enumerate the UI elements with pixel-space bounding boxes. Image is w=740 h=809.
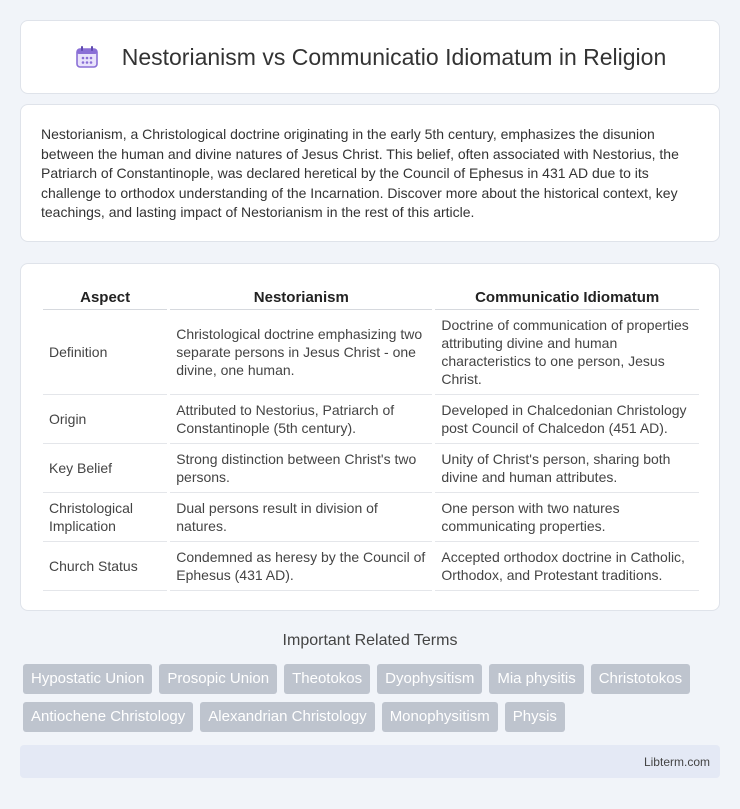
page-title: Nestorianism vs Communicatio Idiomatum in Religion bbox=[121, 43, 667, 70]
table-header-row bbox=[43, 282, 699, 310]
row-communicatio: Developed in Chalcedonian Christology post Council of Chalcedon (451 AD). bbox=[434, 395, 699, 444]
row-aspect: Church Status bbox=[43, 542, 169, 591]
intro-text: Nestorianism, a Christological doctrine originating in the early 5th century, emphasizes the disunion between the human and divine natures of Jesus Christ. This belief, often associated with Nestorius, the Patriarch of Constantinople, was declared heretical by the Council of Ephesus in 431 AD due to its challenge to orthodox understanding of the Incarnation. Discover more about the historical context, key teachings, and lasting impact of Nestorianism in the rest of this article. bbox=[41, 126, 679, 221]
comparison-table bbox=[43, 282, 699, 591]
row-communicatio: Doctrine of communication of properties attributing divine and human characteristics to one person, Jesus Christ. bbox=[434, 310, 699, 395]
calendar-icon bbox=[74, 44, 100, 70]
table-row bbox=[43, 395, 699, 444]
header-aspect: Aspect bbox=[43, 282, 169, 310]
related-terms-list bbox=[23, 664, 723, 732]
row-nestorianism: Christological doctrine emphasizing two separate persons in Jesus Christ - one divine, one human. bbox=[169, 310, 434, 395]
row-nestorianism: Attributed to Nestorius, Patriarch of Constantinople (5th century). bbox=[169, 395, 434, 444]
row-nestorianism: Dual persons result in division of natures. bbox=[169, 493, 434, 542]
row-communicatio: One person with two natures communicating properties. bbox=[434, 493, 699, 542]
related-term-tag[interactable]: Dyophysitism bbox=[377, 664, 482, 694]
related-term-tag[interactable]: Monophysitism bbox=[382, 702, 498, 732]
related-term-tag[interactable]: Christotokos bbox=[591, 664, 690, 694]
row-communicatio: Unity of Christ's person, sharing both divine and human attributes. bbox=[434, 444, 699, 493]
related-term-tag[interactable]: Theotokos bbox=[284, 664, 370, 694]
intro-card bbox=[20, 104, 720, 242]
footer-site-link[interactable]: Libterm.com bbox=[643, 754, 710, 769]
related-term-tag[interactable]: Mia physitis bbox=[489, 664, 583, 694]
table-row bbox=[43, 493, 699, 542]
related-term-tag[interactable]: Physis bbox=[505, 702, 565, 732]
footer bbox=[20, 745, 720, 778]
related-term-tag[interactable]: Hypostatic Union bbox=[23, 664, 152, 694]
row-aspect: Definition bbox=[43, 310, 169, 395]
related-term-tag[interactable]: Antiochene Christology bbox=[23, 702, 193, 732]
table-row bbox=[43, 444, 699, 493]
row-communicatio: Accepted orthodox doctrine in Catholic, Orthodox, and Protestant traditions. bbox=[434, 542, 699, 591]
table-row bbox=[43, 542, 699, 591]
header-nestorianism: Nestorianism bbox=[169, 282, 434, 310]
row-aspect: Origin bbox=[43, 395, 169, 444]
title-card bbox=[20, 20, 720, 94]
related-term-tag[interactable]: Prosopic Union bbox=[159, 664, 277, 694]
related-term-tag[interactable]: Alexandrian Christology bbox=[200, 702, 374, 732]
row-aspect: Christological Implication bbox=[43, 493, 169, 542]
related-terms-heading: Important Related Terms bbox=[282, 632, 458, 649]
comparison-table-card bbox=[20, 263, 720, 611]
row-nestorianism: Condemned as heresy by the Council of Ephesus (431 AD). bbox=[169, 542, 434, 591]
table-row bbox=[43, 310, 699, 395]
row-nestorianism: Strong distinction between Christ's two persons. bbox=[169, 444, 434, 493]
header-communicatio-idiomatum: Communicatio Idiomatum bbox=[434, 282, 699, 310]
row-aspect: Key Belief bbox=[43, 444, 169, 493]
